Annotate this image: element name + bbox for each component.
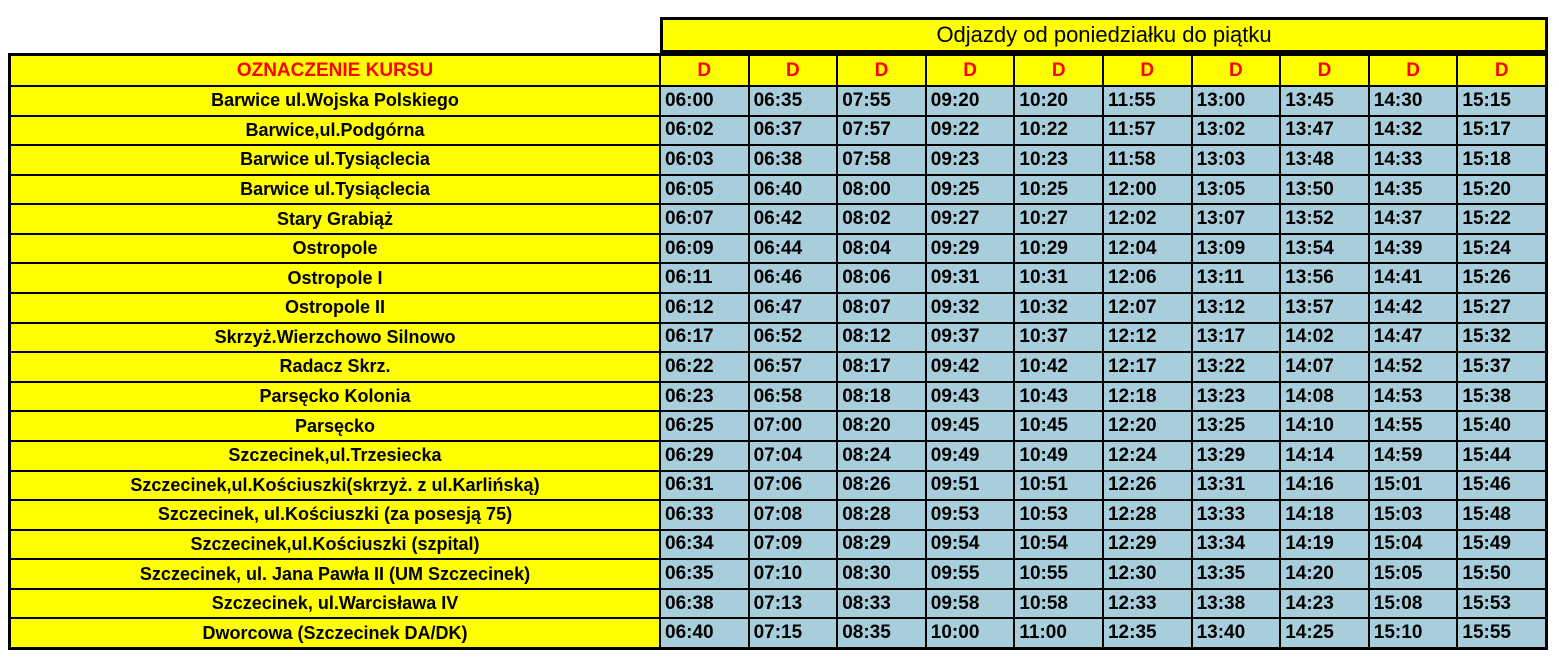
- departure-time-cell: 14:30: [1369, 86, 1458, 116]
- departure-time-cell: 09:53: [926, 500, 1015, 530]
- departure-time-cell: 13:11: [1192, 263, 1281, 293]
- departure-time-cell: 14:32: [1369, 116, 1458, 146]
- departure-time-cell: 12:04: [1103, 234, 1192, 264]
- departure-time-cell: 11:00: [1014, 618, 1103, 648]
- departure-time-cell: 15:24: [1457, 234, 1546, 264]
- departure-time-cell: 09:29: [926, 234, 1015, 264]
- departure-time-cell: 09:43: [926, 382, 1015, 412]
- departure-time-cell: 10:37: [1014, 323, 1103, 353]
- departure-time-cell: 14:37: [1369, 204, 1458, 234]
- departure-time-cell: 08:30: [837, 559, 926, 589]
- stop-name-cell: Barwice ul.Tysiąclecia: [10, 175, 660, 205]
- departure-time-cell: 08:07: [837, 293, 926, 323]
- departure-time-cell: 06:57: [749, 352, 838, 382]
- departure-time-cell: 07:55: [837, 86, 926, 116]
- departure-time-cell: 15:55: [1457, 618, 1546, 648]
- departure-time-cell: 12:26: [1103, 471, 1192, 501]
- departure-time-cell: 06:52: [749, 323, 838, 353]
- departure-time-cell: 13:33: [1192, 500, 1281, 530]
- departure-time-cell: 06:05: [660, 175, 749, 205]
- stop-name-cell: Szczecinek, ul.Warcisława IV: [10, 589, 660, 619]
- stop-name-cell: Parsęcko: [10, 411, 660, 441]
- departure-time-cell: 06:02: [660, 116, 749, 146]
- departure-time-cell: 10:22: [1014, 116, 1103, 146]
- departure-time-cell: 12:00: [1103, 175, 1192, 205]
- departure-time-cell: 14:25: [1280, 618, 1369, 648]
- departure-time-cell: 08:26: [837, 471, 926, 501]
- departure-time-cell: 15:49: [1457, 530, 1546, 560]
- stop-name-cell: Ostropole II: [10, 293, 660, 323]
- departure-time-cell: 09:37: [926, 323, 1015, 353]
- departure-time-cell: 07:13: [749, 589, 838, 619]
- departure-time-cell: 09:58: [926, 589, 1015, 619]
- departure-time-cell: 06:34: [660, 530, 749, 560]
- departure-time-cell: 12:29: [1103, 530, 1192, 560]
- stop-name-cell: Dworcowa (Szczecinek DA/DK): [10, 618, 660, 648]
- departure-time-cell: 06:38: [749, 145, 838, 175]
- departure-time-cell: 08:18: [837, 382, 926, 412]
- day-type-header: D: [1280, 55, 1369, 86]
- departure-time-cell: 11:58: [1103, 145, 1192, 175]
- departure-time-cell: 14:19: [1280, 530, 1369, 560]
- departure-time-cell: 15:53: [1457, 589, 1546, 619]
- departure-time-cell: 12:24: [1103, 441, 1192, 471]
- departure-time-cell: 06:07: [660, 204, 749, 234]
- departure-time-cell: 13:54: [1280, 234, 1369, 264]
- stop-name-cell: Ostropole I: [10, 263, 660, 293]
- departure-time-cell: 13:29: [1192, 441, 1281, 471]
- departure-time-cell: 14:20: [1280, 559, 1369, 589]
- departure-time-cell: 12:35: [1103, 618, 1192, 648]
- departure-time-cell: 06:23: [660, 382, 749, 412]
- stop-name-cell: Barwice ul.Tysiąclecia: [10, 145, 660, 175]
- stop-name-cell: Parsęcko Kolonia: [10, 382, 660, 412]
- stop-name-cell: Stary Grabiąż: [10, 204, 660, 234]
- departure-time-cell: 07:08: [749, 500, 838, 530]
- departure-time-cell: 09:23: [926, 145, 1015, 175]
- departure-time-cell: 13:31: [1192, 471, 1281, 501]
- departure-time-cell: 12:17: [1103, 352, 1192, 382]
- departure-time-cell: 10:45: [1014, 411, 1103, 441]
- departure-time-cell: 10:42: [1014, 352, 1103, 382]
- departure-time-cell: 10:51: [1014, 471, 1103, 501]
- departure-time-cell: 13:47: [1280, 116, 1369, 146]
- departure-time-cell: 10:00: [926, 618, 1015, 648]
- departure-time-cell: 14:07: [1280, 352, 1369, 382]
- departure-time-cell: 13:48: [1280, 145, 1369, 175]
- departure-time-cell: 07:58: [837, 145, 926, 175]
- departure-time-cell: 13:25: [1192, 411, 1281, 441]
- course-designation-header: OZNACZENIE KURSU: [10, 55, 660, 86]
- departure-time-cell: 14:02: [1280, 323, 1369, 353]
- departure-time-cell: 15:18: [1457, 145, 1546, 175]
- day-type-header: D: [1103, 55, 1192, 86]
- departure-time-cell: 08:04: [837, 234, 926, 264]
- departure-time-cell: 14:23: [1280, 589, 1369, 619]
- departure-time-cell: 13:05: [1192, 175, 1281, 205]
- departure-time-cell: 07:57: [837, 116, 926, 146]
- departure-time-cell: 08:17: [837, 352, 926, 382]
- departure-time-cell: 10:29: [1014, 234, 1103, 264]
- departure-time-cell: 14:10: [1280, 411, 1369, 441]
- departure-time-cell: 13:40: [1192, 618, 1281, 648]
- departure-time-cell: 13:09: [1192, 234, 1281, 264]
- departure-time-cell: 07:09: [749, 530, 838, 560]
- departure-time-cell: 15:20: [1457, 175, 1546, 205]
- departure-time-cell: 14:39: [1369, 234, 1458, 264]
- day-type-header: D: [837, 55, 926, 86]
- departure-time-cell: 14:33: [1369, 145, 1458, 175]
- departure-time-cell: 14:47: [1369, 323, 1458, 353]
- departure-time-cell: 14:42: [1369, 293, 1458, 323]
- departure-time-cell: 07:00: [749, 411, 838, 441]
- departure-time-cell: 06:35: [660, 559, 749, 589]
- departure-time-cell: 09:31: [926, 263, 1015, 293]
- stop-name-cell: Szczecinek,ul.Kościuszki(skrzyż. z ul.Karlińską): [10, 471, 660, 501]
- departure-time-cell: 12:02: [1103, 204, 1192, 234]
- departure-time-cell: 10:27: [1014, 204, 1103, 234]
- departure-time-cell: 13:12: [1192, 293, 1281, 323]
- day-type-header: D: [1369, 55, 1458, 86]
- weekday-departures-banner: Odjazdy od poniedziałku do piątku: [660, 17, 1548, 53]
- departure-time-cell: 11:55: [1103, 86, 1192, 116]
- departure-time-cell: 06:47: [749, 293, 838, 323]
- departure-time-cell: 08:24: [837, 441, 926, 471]
- departure-time-cell: 06:38: [660, 589, 749, 619]
- departure-time-cell: 06:29: [660, 441, 749, 471]
- departure-time-cell: 15:46: [1457, 471, 1546, 501]
- departure-time-cell: 12:06: [1103, 263, 1192, 293]
- departure-time-cell: 13:22: [1192, 352, 1281, 382]
- departure-time-cell: 06:35: [749, 86, 838, 116]
- departure-time-cell: 06:22: [660, 352, 749, 382]
- day-type-header: D: [1457, 55, 1546, 86]
- departure-time-cell: 15:15: [1457, 86, 1546, 116]
- departure-time-cell: 14:55: [1369, 411, 1458, 441]
- departure-time-cell: 09:27: [926, 204, 1015, 234]
- departure-time-cell: 06:31: [660, 471, 749, 501]
- departure-time-cell: 09:42: [926, 352, 1015, 382]
- departure-time-cell: 07:15: [749, 618, 838, 648]
- departure-time-cell: 13:02: [1192, 116, 1281, 146]
- departure-time-cell: 09:45: [926, 411, 1015, 441]
- stop-name-cell: Skrzyż.Wierzchowo Silnowo: [10, 323, 660, 353]
- departure-time-cell: 10:54: [1014, 530, 1103, 560]
- departure-time-cell: 13:23: [1192, 382, 1281, 412]
- departure-time-cell: 13:35: [1192, 559, 1281, 589]
- departure-time-cell: 11:57: [1103, 116, 1192, 146]
- departure-time-cell: 15:50: [1457, 559, 1546, 589]
- departure-time-cell: 14:08: [1280, 382, 1369, 412]
- departure-time-cell: 06:37: [749, 116, 838, 146]
- departure-time-cell: 10:25: [1014, 175, 1103, 205]
- departure-time-cell: 15:37: [1457, 352, 1546, 382]
- departure-time-cell: 06:40: [749, 175, 838, 205]
- departure-time-cell: 09:49: [926, 441, 1015, 471]
- departure-time-cell: 09:25: [926, 175, 1015, 205]
- departure-time-cell: 12:12: [1103, 323, 1192, 353]
- day-type-header: D: [926, 55, 1015, 86]
- departure-time-cell: 07:04: [749, 441, 838, 471]
- departure-time-cell: 15:27: [1457, 293, 1546, 323]
- departure-time-cell: 15:01: [1369, 471, 1458, 501]
- departure-time-cell: 06:00: [660, 86, 749, 116]
- departure-time-cell: 10:23: [1014, 145, 1103, 175]
- departure-time-cell: 12:30: [1103, 559, 1192, 589]
- departure-time-cell: 14:41: [1369, 263, 1458, 293]
- departure-time-cell: 13:57: [1280, 293, 1369, 323]
- departure-time-cell: 15:22: [1457, 204, 1546, 234]
- departure-time-cell: 07:06: [749, 471, 838, 501]
- day-type-header: D: [1014, 55, 1103, 86]
- departure-time-cell: 09:51: [926, 471, 1015, 501]
- departure-time-cell: 13:52: [1280, 204, 1369, 234]
- departure-time-cell: 06:11: [660, 263, 749, 293]
- departure-time-cell: 10:55: [1014, 559, 1103, 589]
- departure-time-cell: 06:40: [660, 618, 749, 648]
- departure-time-cell: 14:53: [1369, 382, 1458, 412]
- day-type-header: D: [1192, 55, 1281, 86]
- stop-name-cell: Barwice ul.Wojska Polskiego: [10, 86, 660, 116]
- departure-time-cell: 08:28: [837, 500, 926, 530]
- departure-time-cell: 10:32: [1014, 293, 1103, 323]
- departure-time-cell: 12:28: [1103, 500, 1192, 530]
- departure-time-cell: 08:20: [837, 411, 926, 441]
- stop-name-cell: Szczecinek,ul.Trzesiecka: [10, 441, 660, 471]
- departure-time-cell: 13:45: [1280, 86, 1369, 116]
- departure-time-cell: 15:17: [1457, 116, 1546, 146]
- stop-name-cell: Barwice,ul.Podgórna: [10, 116, 660, 146]
- departure-time-cell: 13:56: [1280, 263, 1369, 293]
- departure-time-cell: 12:33: [1103, 589, 1192, 619]
- departure-time-cell: 06:17: [660, 323, 749, 353]
- departure-time-cell: 08:06: [837, 263, 926, 293]
- departure-time-cell: 09:22: [926, 116, 1015, 146]
- departure-time-cell: 15:05: [1369, 559, 1458, 589]
- departure-time-cell: 12:18: [1103, 382, 1192, 412]
- departure-time-cell: 14:59: [1369, 441, 1458, 471]
- departure-time-cell: 06:42: [749, 204, 838, 234]
- departure-time-cell: 15:48: [1457, 500, 1546, 530]
- departure-time-cell: 09:54: [926, 530, 1015, 560]
- departure-time-cell: 10:58: [1014, 589, 1103, 619]
- departure-time-cell: 10:43: [1014, 382, 1103, 412]
- departure-time-cell: 06:09: [660, 234, 749, 264]
- departure-time-cell: 06:33: [660, 500, 749, 530]
- departure-time-cell: 15:04: [1369, 530, 1458, 560]
- departure-time-cell: 12:20: [1103, 411, 1192, 441]
- timetable-grid: [8, 53, 1548, 650]
- departure-time-cell: 15:03: [1369, 500, 1458, 530]
- departure-time-cell: 08:29: [837, 530, 926, 560]
- departure-time-cell: 08:02: [837, 204, 926, 234]
- departure-time-cell: 13:38: [1192, 589, 1281, 619]
- departure-time-cell: 14:35: [1369, 175, 1458, 205]
- departure-time-cell: 13:50: [1280, 175, 1369, 205]
- departure-time-cell: 14:52: [1369, 352, 1458, 382]
- departure-time-cell: 15:26: [1457, 263, 1546, 293]
- departure-time-cell: 15:10: [1369, 618, 1458, 648]
- departure-time-cell: 13:34: [1192, 530, 1281, 560]
- departure-time-cell: 12:07: [1103, 293, 1192, 323]
- stop-name-cell: Radacz Skrz.: [10, 352, 660, 382]
- departure-time-cell: 15:44: [1457, 441, 1546, 471]
- departure-time-cell: 08:33: [837, 589, 926, 619]
- departure-time-cell: 15:40: [1457, 411, 1546, 441]
- stop-name-cell: Szczecinek, ul.Kościuszki (za posesją 75): [10, 500, 660, 530]
- departure-time-cell: 14:14: [1280, 441, 1369, 471]
- departure-time-cell: 08:35: [837, 618, 926, 648]
- departure-time-cell: 07:10: [749, 559, 838, 589]
- departure-time-cell: 10:49: [1014, 441, 1103, 471]
- departure-time-cell: 09:55: [926, 559, 1015, 589]
- departure-time-cell: 13:07: [1192, 204, 1281, 234]
- stop-name-cell: Szczecinek, ul. Jana Pawła II (UM Szczecinek): [10, 559, 660, 589]
- departure-time-cell: 10:31: [1014, 263, 1103, 293]
- departure-time-cell: 09:32: [926, 293, 1015, 323]
- departure-time-cell: 09:20: [926, 86, 1015, 116]
- departure-time-cell: 06:03: [660, 145, 749, 175]
- departure-time-cell: 10:20: [1014, 86, 1103, 116]
- departure-time-cell: 06:46: [749, 263, 838, 293]
- departure-time-cell: 15:08: [1369, 589, 1458, 619]
- day-type-header: D: [749, 55, 838, 86]
- day-type-header: D: [660, 55, 749, 86]
- departure-time-cell: 06:12: [660, 293, 749, 323]
- departure-time-cell: 10:53: [1014, 500, 1103, 530]
- departure-time-cell: 13:00: [1192, 86, 1281, 116]
- stop-name-cell: Ostropole: [10, 234, 660, 264]
- departure-time-cell: 13:17: [1192, 323, 1281, 353]
- departure-time-cell: 15:38: [1457, 382, 1546, 412]
- departure-time-cell: 06:44: [749, 234, 838, 264]
- departure-time-cell: 06:58: [749, 382, 838, 412]
- departure-time-cell: 14:16: [1280, 471, 1369, 501]
- stop-name-cell: Szczecinek,ul.Kościuszki (szpital): [10, 530, 660, 560]
- departure-time-cell: 15:32: [1457, 323, 1546, 353]
- departure-time-cell: 06:25: [660, 411, 749, 441]
- departure-time-cell: 14:18: [1280, 500, 1369, 530]
- departure-time-cell: 08:00: [837, 175, 926, 205]
- departure-time-cell: 13:03: [1192, 145, 1281, 175]
- departure-time-cell: 08:12: [837, 323, 926, 353]
